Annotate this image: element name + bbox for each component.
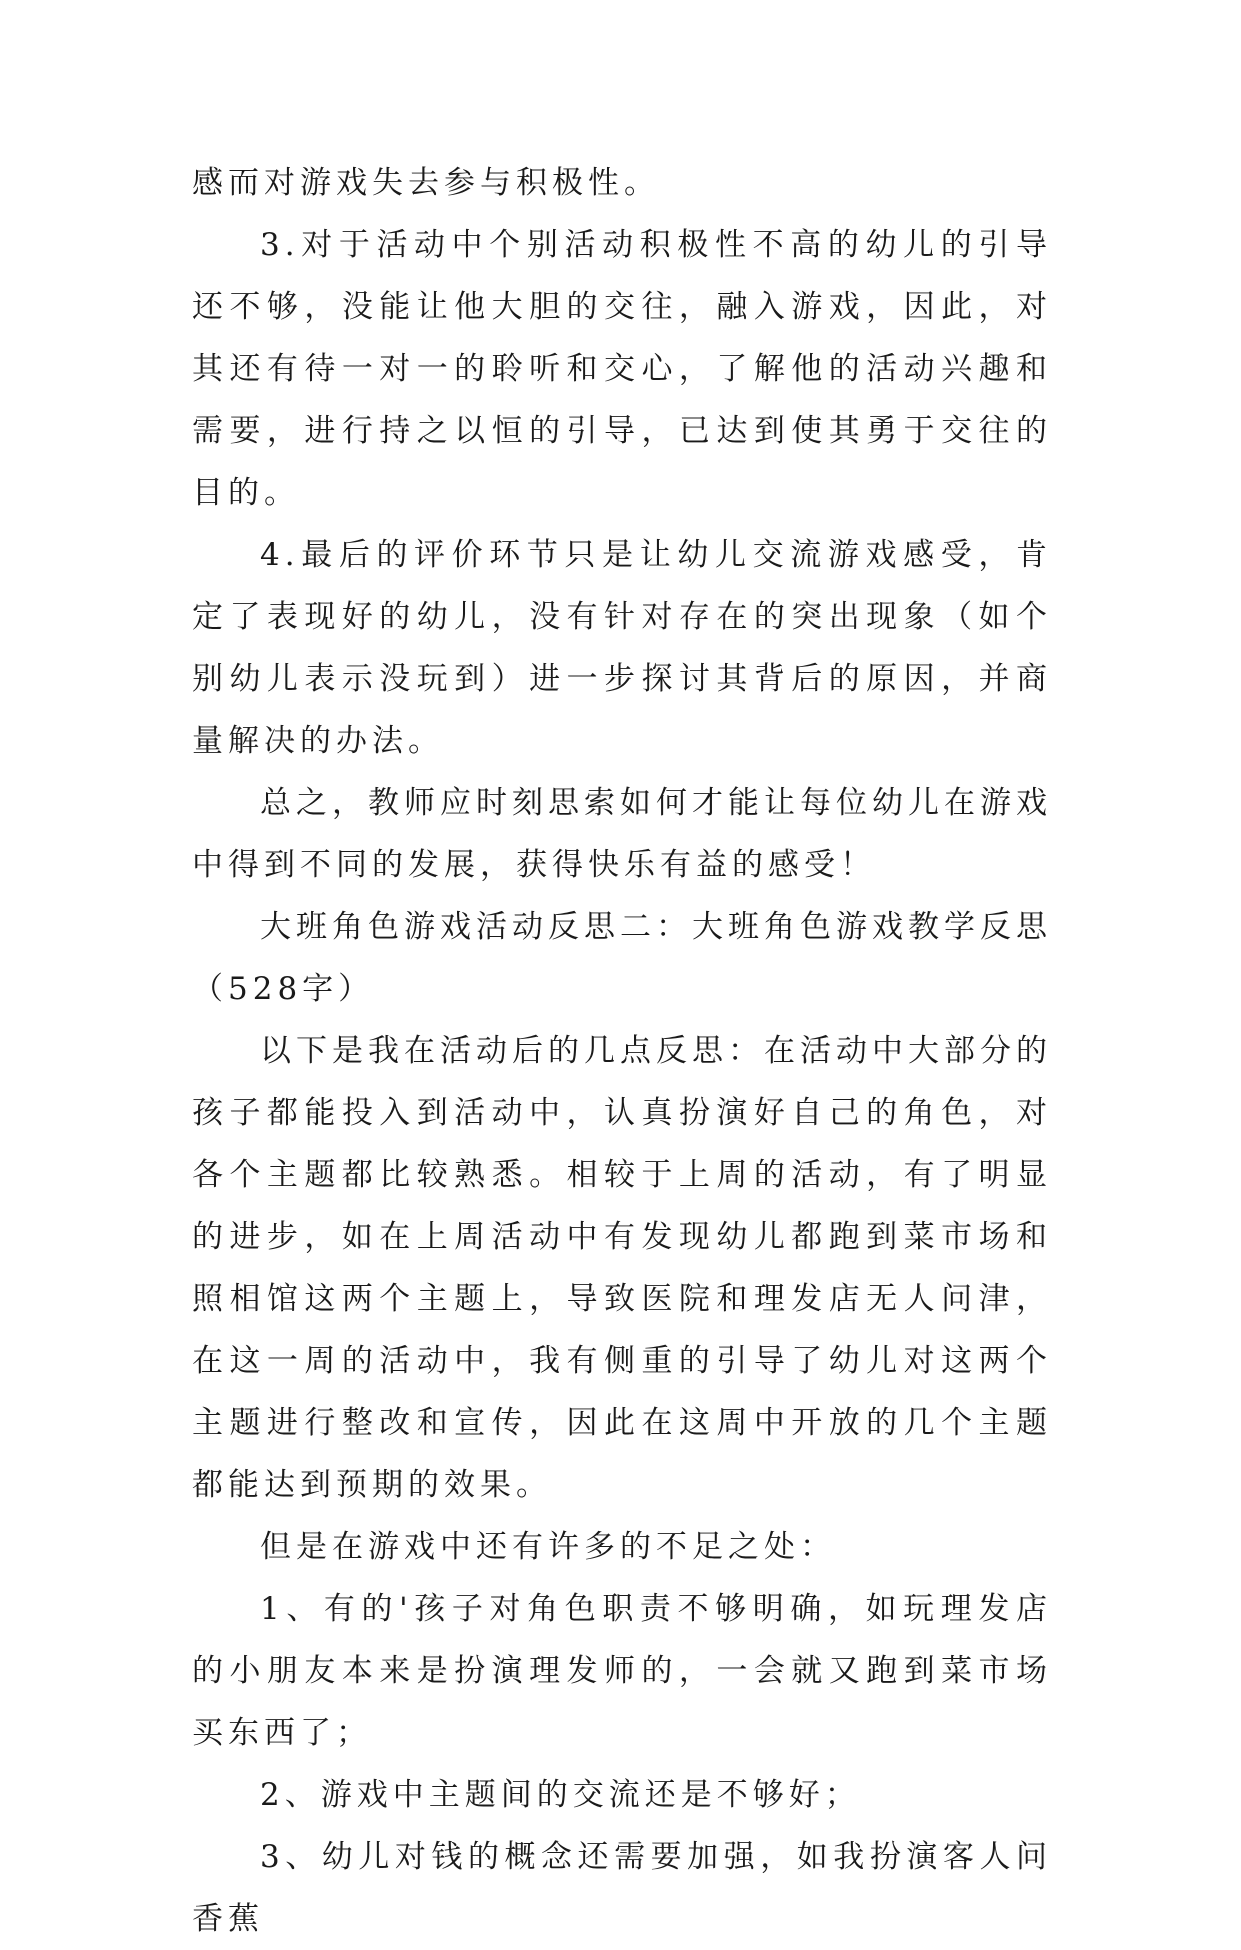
list-item-1: 1、有的'孩子对角色职责不够明确，如玩理发店的小朋友本来是扮演理发师的，一会就又跑到菜市场买东西了； [192,1591,1052,1751]
paragraph-5: 以下是我在活动后的几点反思：在活动中大部分的孩子都能投入到活动中，认真扮演好自己的角色，对各个主题都比较熟悉。相较于上周的活动，有了明显的进步，如在上周活动中有发现幼儿都跑到菜市场和照相馆这两个主题上，导致医院和理发店无人问津，在这一周的活动中，我有侧重的引导了幼儿对这两个主题进行整改和宣传，因此在这周中开放的几个主题都能达到预期的效果。 [192,1033,1052,1503]
document-body [192,152,1052,1950]
paragraph-3: 4.最后的评价环节只是让幼儿交流游戏感受，肯定了表现好的幼儿，没有针对存在的突出现象（如个别幼儿表示没玩到）进一步探讨其背后的原因，并商量解决的办法。 [192,537,1052,759]
list-item-3: 3、幼儿对钱的概念还需要加强，如我扮演客人问香蕉 [192,1839,1052,1937]
paragraph-6: 但是在游戏中还有许多的不足之处： [260,1529,836,1565]
paragraph-2: 3.对于活动中个别活动积极性不高的幼儿的引导还不够，没能让他大胆的交往，融入游戏，因此，对其还有待一对一的聆听和交心，了解他的活动兴趣和需要，进行持之以恒的引导，已达到使其勇于交往的目的。 [192,227,1052,511]
section-heading: 大班角色游戏活动反思二：大班角色游戏教学反思（528字） [192,909,1052,1007]
paragraph-1: 感而对游戏失去参与积极性。 [192,165,660,201]
list-item-2: 2、游戏中主题间的交流还是不够好； [260,1777,861,1813]
paragraph-4: 总之，教师应时刻思索如何才能让每位幼儿在游戏中得到不同的发展，获得快乐有益的感受！ [192,785,1052,883]
